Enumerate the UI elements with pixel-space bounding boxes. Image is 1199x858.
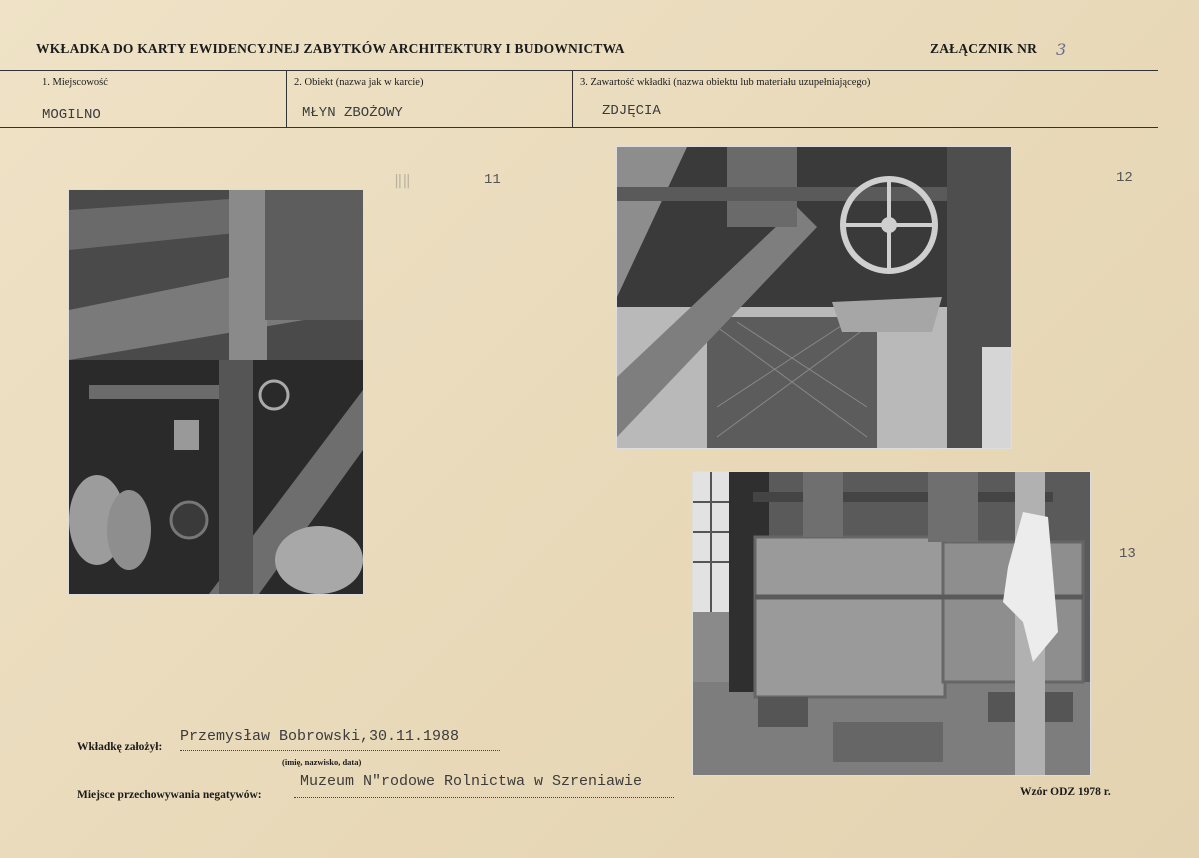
founder-line <box>180 750 500 751</box>
founder-label: Wkładkę założył: <box>77 741 163 753</box>
content-label: 3. Zawartość wkładki (nazwa obiektu lub materiału uzupełniającego) <box>580 77 871 88</box>
field-divider <box>572 71 573 127</box>
fields-rule <box>0 127 1158 128</box>
founder-hint: (imię, nazwisko, data) <box>282 757 362 767</box>
photo-mill-interior-beams <box>69 190 363 594</box>
storage-line <box>294 797 674 798</box>
document-title: WKŁADKA DO KARTY EWIDENCYJNEJ ZABYTKÓW ARCHITEKTURY I BUDOWNICTWA <box>36 41 625 56</box>
photo-number-12: 12 <box>1116 170 1133 186</box>
founder-value: Przemysław Bobrowski,30.11.1988 <box>180 728 460 745</box>
locality-value: MOGILNO <box>42 107 101 123</box>
photo-number-11: 11 <box>484 172 501 188</box>
storage-value: Muzeum N"rodowe Rolnictwa w Szreniawie <box>300 773 643 790</box>
locality-label: 1. Miejscowość <box>42 77 108 88</box>
object-value: MŁYN ZBOŻOWY <box>302 105 403 121</box>
photo-number-13: 13 <box>1119 546 1136 562</box>
header-rule <box>0 70 1158 71</box>
field-divider <box>286 71 287 127</box>
form-version: Wzór ODZ 1978 r. <box>1020 786 1111 798</box>
content-value: ZDJĘCIA <box>602 103 661 119</box>
photo-millstone-housings <box>693 472 1090 775</box>
attachment-number: 3 <box>1056 40 1067 59</box>
photo-mark: ‖‖ <box>394 174 411 190</box>
attachment-label: ZAŁĄCZNIK NR <box>930 41 1038 56</box>
object-label: 2. Obiekt (nazwa jak w karcie) <box>294 77 424 88</box>
storage-label: Miejsce przechowywania negatywów: <box>77 789 262 801</box>
photo-pulley-wheel <box>617 147 1011 448</box>
